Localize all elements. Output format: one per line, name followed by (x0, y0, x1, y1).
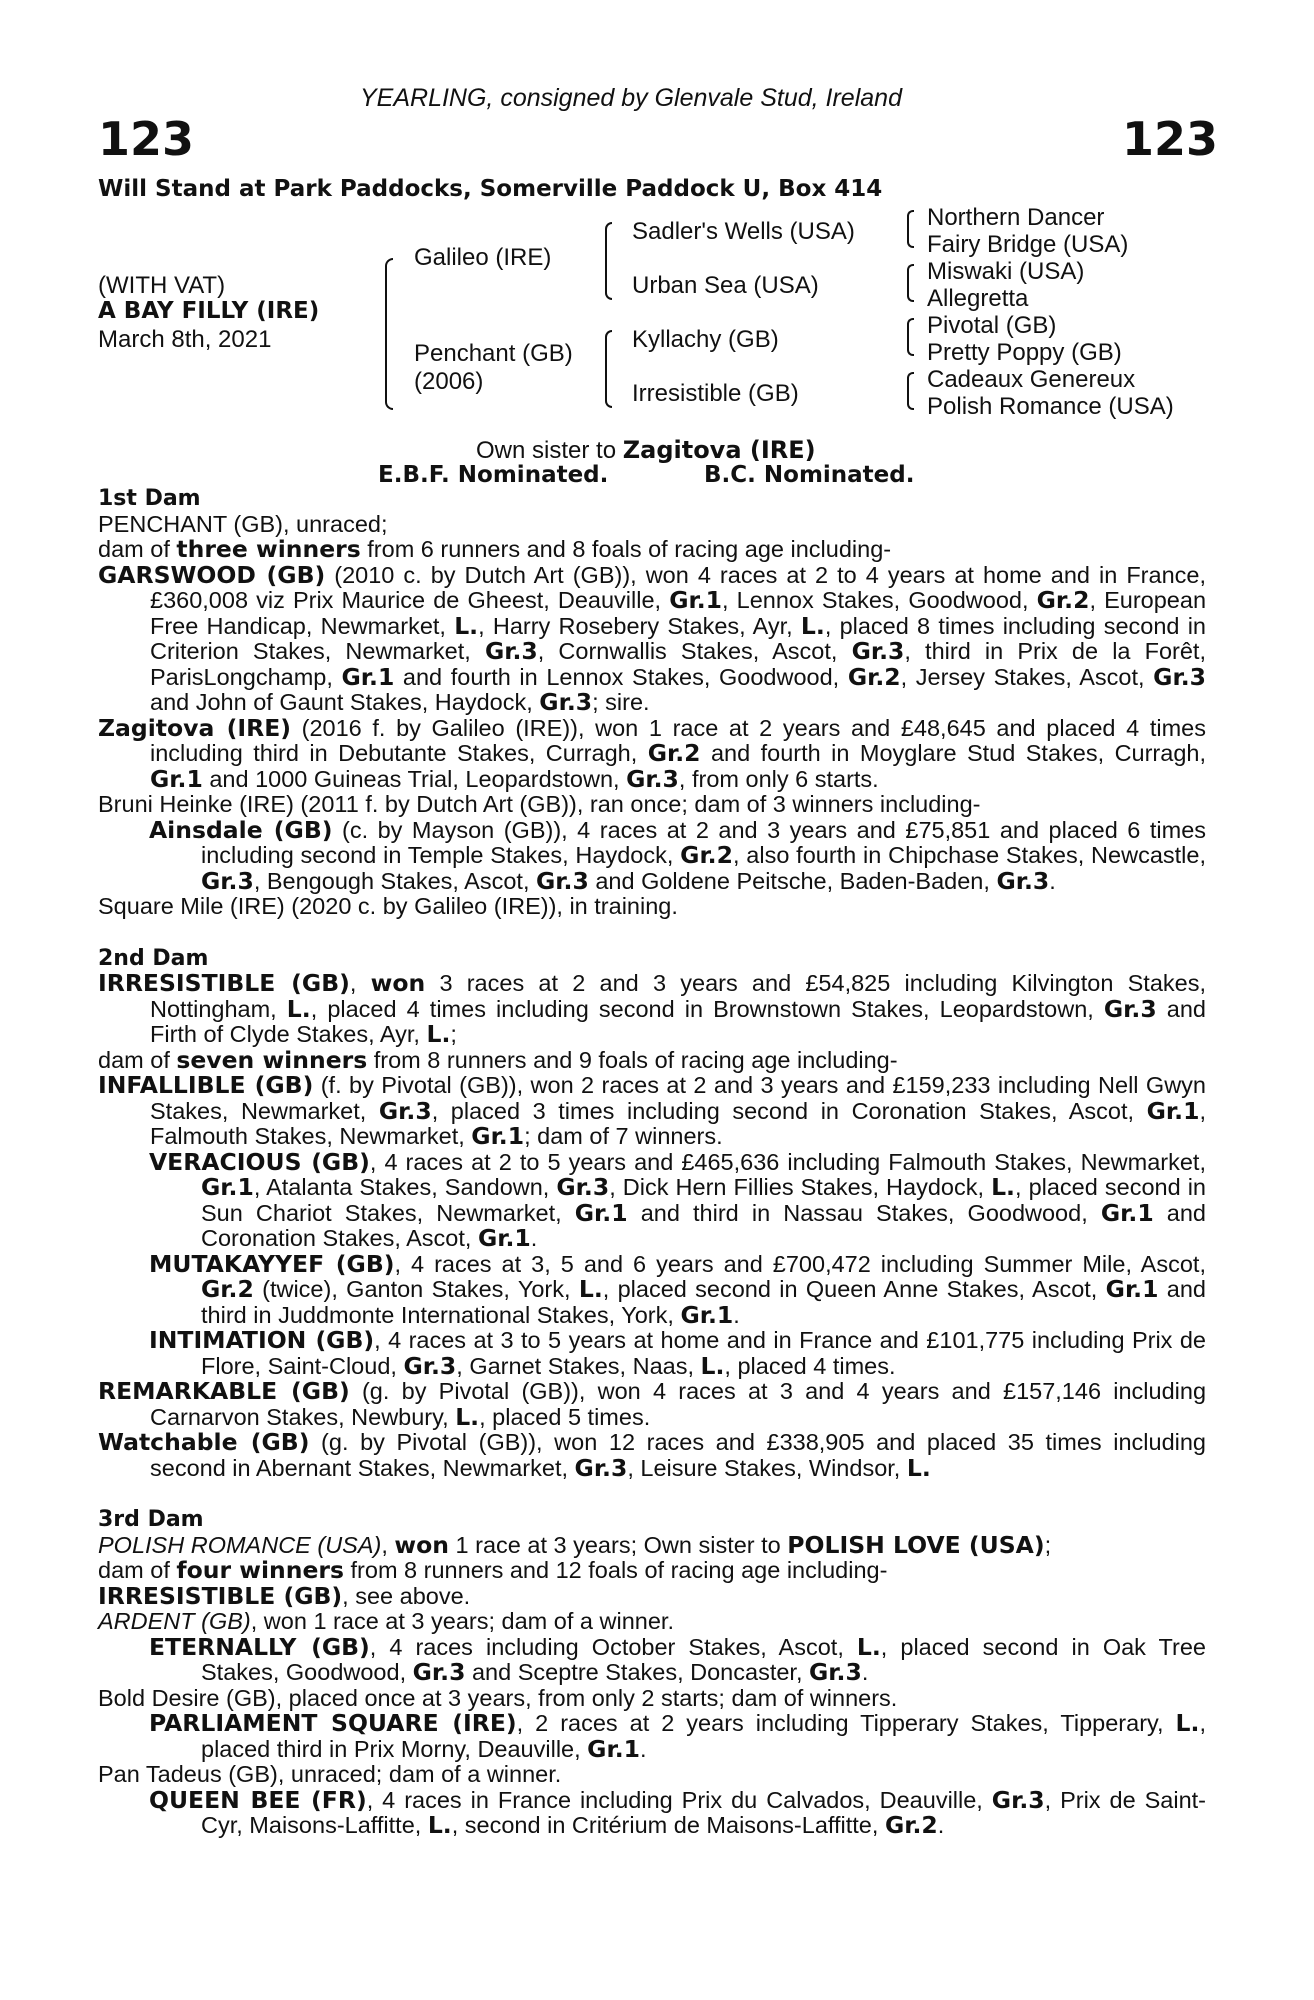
text-run: , (381, 1531, 395, 1558)
pedigree-dam: Penchant (GB) (414, 340, 573, 367)
entry-paragraph (98, 894, 1206, 920)
text-run: and Firth of Clyde Stakes, Ayr, (150, 995, 1206, 1047)
entry-paragraph (98, 1430, 1206, 1481)
text-run: dam of (98, 1046, 177, 1073)
pedigree-dsd: Pretty Poppy (GB) (927, 339, 1122, 366)
bold-run: Gr.1 (201, 1173, 254, 1201)
text-run: (2010 c. by Dutch Art (GB)), won 4 races at 2 to 4 years at home and in France, £360,008 viz Prix Maurice de Gheest, Deauville, (150, 561, 1206, 613)
text-run: and John of Gaunt Stakes, Haydock, (150, 689, 540, 715)
bold-run: Gr.1 (341, 662, 395, 691)
text-run: , 4 races including October Stakes, Ascot, (369, 1633, 857, 1660)
pedigree-dss: Pivotal (GB) (927, 312, 1057, 339)
text-run: . (937, 1812, 945, 1838)
bold-run: Gr.3 (809, 1658, 862, 1686)
vat-note: (WITH VAT) (98, 272, 226, 299)
bold-run: L. (800, 611, 825, 640)
bold-run: Gr.1 (669, 586, 722, 614)
pedigree-sds: Miswaki (USA) (927, 258, 1085, 285)
text-run: , placed second in Oak Tree Stakes, Goodwood, (201, 1633, 1206, 1685)
bold-run: Gr.3 (378, 1096, 432, 1125)
text-run: and fourth in Lennox Stakes, Goodwood, (394, 663, 848, 690)
bold-run: QUEEN BEE (FR) (149, 1785, 367, 1814)
entry-paragraph (98, 1558, 1206, 1584)
bold-run: Zagitova (IRE) (98, 713, 291, 742)
own-sister-prefix: Own sister to (476, 437, 623, 464)
text-run: , Falmouth Stakes, Newmarket, (150, 1097, 1206, 1149)
text-run: from 8 runners and 12 foals of racing age including- (344, 1557, 888, 1583)
entry-paragraph (98, 1785, 1206, 1839)
entry-paragraph (98, 1328, 1206, 1379)
catalogue-body (98, 486, 1206, 1839)
bold-run: Gr.1 (1146, 1096, 1200, 1125)
bold-run: L. (427, 1811, 452, 1839)
text-run: , placed 4 times. (724, 1352, 896, 1379)
pedigree-brace-dd (907, 372, 914, 410)
section-title: 1st Dam (98, 486, 201, 511)
text-run: Bruni Heinke (IRE) (2011 f. by Dutch Art (GB)), ran once; dam of 3 winners including- (98, 791, 981, 817)
foaling-date: March 8th, 2021 (98, 326, 272, 353)
bold-run: Gr.3 (574, 1453, 628, 1482)
bold-run: L. (906, 1453, 931, 1482)
bold-run: Gr.3 (851, 637, 905, 665)
bold-run: Gr.1 (587, 1734, 640, 1763)
text-run: . (1049, 867, 1056, 894)
pedigree-brace-dam (605, 330, 612, 408)
pedigree-brace-ds (907, 318, 914, 356)
bold-run: Gr.2 (647, 739, 701, 767)
text-run: from 8 runners and 9 foals of racing age including- (367, 1046, 898, 1073)
bold-run: Gr.1 (680, 1300, 734, 1329)
bold-run: Gr.3 (996, 866, 1050, 895)
entry-paragraph (98, 1073, 1206, 1150)
bold-run: won (394, 1530, 449, 1559)
bold-run: Gr.3 (484, 637, 538, 665)
bold-run: Gr.3 (626, 764, 679, 793)
bold-run: IRRESISTIBLE (GB) (98, 969, 350, 997)
bold-run: Gr.2 (847, 662, 901, 691)
text-run: and third in Juddmonte International Stakes, York, (201, 1276, 1206, 1328)
bold-run: L. (991, 1173, 1015, 1201)
text-run: ; sire. (592, 689, 650, 715)
text-run: , Leisure Stakes, Windsor, (627, 1454, 907, 1481)
text-run: , Lennox Stakes, Goodwood, (722, 587, 1037, 613)
text-run: ; dam of 7 winners. (524, 1123, 723, 1149)
text-run: ARDENT (GB) (98, 1608, 251, 1634)
text-run: , also fourth in Chipchase Stakes, Newcastle, (732, 842, 1206, 868)
text-run: (2016 f. by Galileo (IRE)), won 1 race at 2 years and £48,645 and placed 4 times including third in Debutante Stakes, Curragh, (150, 714, 1206, 766)
text-run: , 4 races in France including Prix du Calvados, Deauville, (366, 1786, 992, 1813)
bold-run: Gr.1 (150, 764, 203, 793)
text-run: , (349, 970, 371, 996)
bold-run: Gr.1 (1100, 1198, 1154, 1227)
bold-run: VERACIOUS (GB) (149, 1147, 370, 1176)
entry-paragraph (98, 1249, 1206, 1329)
entry-paragraph (98, 1686, 1206, 1712)
pedigree-dds: Cadeaux Genereux (927, 366, 1136, 393)
bold-run: Gr.2 (884, 1811, 938, 1839)
bold-run: Gr.3 (991, 1785, 1045, 1814)
text-run: , from only 6 starts. (678, 765, 879, 792)
text-run: , Atalanta Stakes, Sandown, (253, 1174, 557, 1200)
bold-run: Gr.3 (556, 1173, 610, 1201)
entry-paragraph (98, 1045, 1206, 1074)
text-run: (f. by Pivotal (GB)), won 2 races at 2 and 3 years and £159,233 including Nell Gwyn Stakes, Newmarket, (150, 1072, 1206, 1124)
text-run: , placed second in Queen Anne Stakes, Ascot, (602, 1276, 1106, 1302)
entry-paragraph (98, 512, 1206, 538)
bold-run: REMARKABLE (GB) (98, 1377, 350, 1405)
text-run: , Cornwallis Stakes, Ascot, (537, 638, 852, 664)
text-run: , third in Prix de la Forêt, ParisLongchamp, (150, 638, 1206, 690)
bold-run: won (370, 969, 426, 997)
text-run: dam of (98, 536, 177, 562)
bold-run: Gr.1 (471, 1122, 525, 1150)
bold-run: L. (1175, 1709, 1200, 1737)
text-run: 1 race at 3 years; Own sister to (449, 1531, 788, 1558)
bold-run: Gr.3 (1103, 994, 1157, 1023)
text-run: , placed second in Sun Chariot Stakes, Newmarket, (201, 1174, 1206, 1226)
bold-run: Gr.2 (1036, 586, 1090, 614)
bold-run: L. (578, 1275, 603, 1303)
text-run: ; (450, 1021, 457, 1047)
text-run: and fourth in Moyglare Stud Stakes, Curragh, (700, 740, 1206, 766)
lot-number-left: 123 (98, 112, 195, 166)
bold-run: Gr.1 (477, 1224, 531, 1252)
pedigree-brace-sd (907, 264, 914, 302)
text-run: , second in Critérium de Maisons-Laffitte, (451, 1812, 885, 1838)
text-run: , Jersey Stakes, Ascot, (900, 663, 1154, 690)
pedigree-brace-main (385, 258, 393, 410)
text-run: , placed 8 times including second in Criterion Stakes, Newmarket, (150, 612, 1206, 664)
text-run: , see above. (342, 1582, 471, 1609)
pedigree-sire-sire: Sadler's Wells (USA) (632, 218, 855, 245)
ebf-nominated: E.B.F. Nominated. (378, 462, 609, 488)
text-run: (c. by Mayson (GB)), 4 races at 2 and 3 years and £75,851 and placed 6 times including second in Temple Stakes, Haydock, (201, 816, 1207, 868)
bold-run: Gr.1 (574, 1198, 628, 1227)
bold-run: Gr.2 (201, 1275, 254, 1303)
lot-number-right: 123 (1122, 112, 1219, 166)
bold-run: PARLIAMENT SQUARE (IRE) (149, 1709, 517, 1737)
entry-paragraph (98, 1581, 1206, 1610)
text-run: , placed 4 times including second in Brownstown Stakes, Leopardstown, (310, 995, 1104, 1022)
own-sister-name: Zagitova (IRE) (622, 436, 816, 464)
pedigree-dam-sire: Kyllachy (GB) (632, 326, 779, 353)
bold-run: Gr.2 (680, 841, 733, 869)
section-title: 2nd Dam (98, 945, 209, 971)
text-run: POLISH ROMANCE (USA) (98, 1531, 382, 1558)
pedigree-brace-sire (605, 222, 612, 300)
stand-location: Will Stand at Park Paddocks, Somerville Paddock U, Box 414 (98, 176, 883, 202)
bold-run: ETERNALLY (GB) (149, 1632, 370, 1661)
text-run: and Goldene Peitsche, Baden-Baden, (588, 867, 997, 894)
bold-run: Gr.1 (1105, 1275, 1159, 1303)
pedigree-dam-dam: Irresistible (GB) (632, 380, 799, 407)
text-run: dam of (98, 1557, 177, 1583)
text-run: , placed 5 times. (479, 1403, 651, 1430)
bold-run: L. (286, 994, 311, 1023)
entry-paragraph (98, 1711, 1206, 1762)
text-run: . (639, 1735, 647, 1762)
pedigree-sss: Northern Dancer (927, 204, 1105, 231)
bold-run: Gr.3 (403, 1351, 457, 1380)
text-run: , placed third in Prix Morny, Deauville, (201, 1710, 1206, 1762)
bold-run: INTIMATION (GB) (149, 1326, 375, 1354)
bold-run: Gr.3 (1153, 662, 1206, 691)
bold-run: four winners (176, 1556, 344, 1584)
bold-run: L. (700, 1351, 725, 1380)
entry-paragraph (98, 815, 1207, 895)
section-title: 3rd Dam (98, 1507, 204, 1532)
text-run: . (733, 1301, 740, 1328)
text-run: , Harry Rosebery Stakes, Ayr, (478, 612, 801, 639)
pedigree-brace-ss (907, 210, 914, 248)
text-run: , Garnet Stakes, Naas, (456, 1352, 701, 1379)
section-gap (98, 1481, 1206, 1507)
own-sister-note (476, 436, 816, 465)
bold-run: POLISH LOVE (USA) (787, 1530, 1045, 1559)
text-run: ; (1044, 1531, 1052, 1558)
bold-run: L. (426, 1020, 451, 1048)
text-run: and 1000 Guineas Trial, Leopardstown, (202, 765, 627, 792)
bold-run: GARSWOOD (GB) (98, 560, 326, 589)
text-run: , 2 races at 2 years including Tipperary Stakes, Tipperary, (516, 1710, 1176, 1736)
bold-run: seven winners (176, 1045, 368, 1074)
text-run: from 6 runners and 8 foals of racing age including- (360, 536, 892, 562)
bc-nominated: B.C. Nominated. (704, 462, 915, 488)
text-run: , 4 races at 3 to 5 years at home and in France and £101,775 including Prix de Flore, Saint-Cloud, (201, 1327, 1206, 1379)
text-run: (g. by Pivotal (GB)), won 12 races and £338,905 and placed 35 times including second in Abernant Stakes, Newmarket, (150, 1429, 1207, 1481)
text-run: PENCHANT (GB), unraced; (98, 510, 388, 537)
text-run: , placed 3 times including second in Coronation Stakes, Ascot, (431, 1097, 1147, 1124)
entry-paragraph (98, 1530, 1206, 1559)
entry-paragraph (98, 1762, 1206, 1788)
text-run: and third in Nassau Stakes, Goodwood, (627, 1199, 1101, 1226)
entry-paragraph (98, 560, 1207, 716)
text-run: and Sceptre Stakes, Doncaster, (465, 1659, 810, 1685)
text-run: , Dick Hern Fillies Stakes, Haydock, (609, 1174, 992, 1200)
pedigree-ssd: Fairy Bridge (USA) (927, 231, 1129, 258)
bold-run: Watchable (GB) (98, 1428, 310, 1456)
text-run: , Prix de Saint-Cyr, Maisons-Laffitte, (201, 1786, 1206, 1838)
bold-run: Gr.3 (201, 866, 254, 895)
bold-run: L. (856, 1632, 881, 1661)
text-run: Pan Tadeus (GB), unraced; dam of a winner. (98, 1761, 562, 1787)
text-run: . (861, 1659, 869, 1685)
pedigree-sire-dam: Urban Sea (USA) (632, 272, 819, 299)
lot-name: A BAY FILLY (IRE) (98, 298, 320, 324)
pedigree-dam-year: (2006) (414, 368, 484, 395)
entry-paragraph (98, 537, 1206, 563)
bold-run: IRRESISTIBLE (GB) (98, 1581, 343, 1610)
text-run: 3 races at 2 and 3 years and £54,825 including Kilvington Stakes, Nottingham, (150, 970, 1206, 1022)
bold-run: L. (454, 611, 479, 640)
text-run: . (530, 1225, 538, 1251)
entry-paragraph (98, 1609, 1206, 1635)
consignment-line: YEARLING, consigned by Glenvale Stud, Ireland (360, 84, 902, 112)
bold-run: INFALLIBLE (GB) (98, 1071, 314, 1099)
text-run: , 4 races at 3, 5 and 6 years and £700,472 including Summer Mile, Ascot, (394, 1250, 1206, 1277)
entry-paragraph (98, 971, 1206, 1048)
text-run: (twice), Ganton Stakes, York, (253, 1276, 579, 1302)
text-run: , Bengough Stakes, Ascot, (253, 867, 536, 894)
entry-paragraph (98, 1632, 1206, 1686)
pedigree-ddd: Polish Romance (USA) (927, 393, 1174, 420)
text-run: Bold Desire (GB), placed once at 3 years, from only 2 starts; dam of winners. (98, 1684, 898, 1711)
text-run: Square Mile (IRE) (2020 c. by Galileo (IRE)), in training. (98, 893, 678, 919)
entry-paragraph (98, 1379, 1206, 1430)
bold-run: L. (455, 1402, 480, 1431)
bold-run: Gr.3 (412, 1658, 466, 1686)
entry-paragraph (98, 792, 1206, 818)
bold-run: Ainsdale (GB) (149, 815, 333, 844)
text-run: , 4 races at 2 to 5 years and £465,636 including Falmouth Stakes, Newmarket, (369, 1148, 1206, 1175)
text-run: , European Free Handicap, Newmarket, (150, 587, 1207, 639)
section-gap (98, 920, 1206, 946)
text-run: and Coronation Stakes, Ascot, (201, 1199, 1206, 1251)
text-run: (g. by Pivotal (GB)), won 4 races at 3 and 4 years and £157,146 including Carnarvon Stakes, Newbury, (150, 1378, 1207, 1430)
entry-paragraph (98, 713, 1206, 793)
entry-paragraph (98, 1147, 1206, 1252)
text-run: , won 1 race at 3 years; dam of a winner. (250, 1608, 674, 1634)
bold-run: Gr.3 (539, 688, 593, 716)
pedigree-sdd: Allegretta (927, 285, 1029, 312)
bold-run: MUTAKAYYEF (GB) (149, 1249, 395, 1278)
pedigree-sire: Galileo (IRE) (414, 244, 552, 271)
bold-run: Gr.3 (536, 866, 589, 895)
bold-run: three winners (176, 535, 361, 563)
